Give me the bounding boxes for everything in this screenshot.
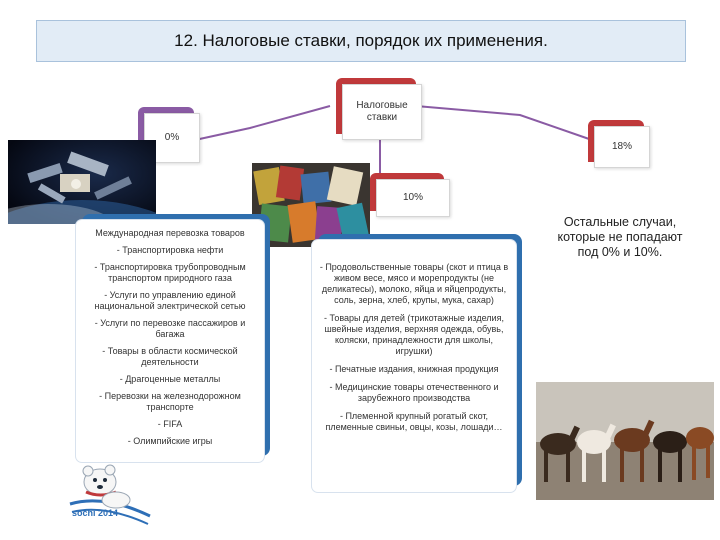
list-item: - Транспортировка трубопроводным транспортом природного газа xyxy=(94,262,246,283)
connector-root-to-eighteen xyxy=(416,106,592,140)
rate-ten-label: 10% xyxy=(376,179,450,217)
rate-zero-label: 0% xyxy=(144,113,200,163)
list-item: - Услуги по управлению единой национальной электрической сетью xyxy=(94,290,246,311)
zero-rate-list xyxy=(82,228,258,447)
horses-image xyxy=(536,382,714,500)
sochi-mascot-logo xyxy=(64,460,156,530)
tax-rates-root-box xyxy=(336,78,422,140)
ten-rate-panel-card xyxy=(312,240,516,492)
list-item: - Олимпийские игры xyxy=(127,436,213,446)
list-item: - Товары для детей (трикотажные изделия, швейные изделия, верхняя одежда, обувь, коляски, принадлежности для школы, игрушки) xyxy=(324,313,504,356)
list-item: - Племенной крупный рогатый скот, племенные свиньи, овцы, козы, лошади… xyxy=(325,411,503,432)
sochi-logo-text: sochi 2014 xyxy=(72,508,119,518)
zero-rate-list-panel xyxy=(76,214,270,462)
zero-rate-panel-card xyxy=(76,220,264,462)
list-item: Международная перевозка товаров xyxy=(95,228,245,238)
list-item: - Транспортировка нефти xyxy=(116,245,224,255)
list-item: - Перевозки на железнодорожном транспорте xyxy=(99,391,241,412)
rate-eighteen-box xyxy=(588,120,650,168)
space-station-image xyxy=(8,140,156,224)
ten-rate-list-panel xyxy=(312,234,522,492)
rate-eighteen-label: 18% xyxy=(594,126,650,168)
eighteen-rate-note: Остальные случаи, которые не попадают под 0% и 10%. xyxy=(557,215,683,259)
connector-root-to-zero xyxy=(195,106,330,140)
ten-rate-list xyxy=(318,262,510,433)
list-item: - Услуги по перевозке пассажиров и багажа xyxy=(94,318,246,339)
list-item: - Печатные издания, книжная продукция xyxy=(329,364,499,374)
root-box-label: Налоговые ставки xyxy=(342,84,422,140)
list-item: - Медицинские товары отечественного и зарубежного производства xyxy=(329,382,499,403)
list-item: - FIFA xyxy=(157,419,183,429)
list-item: - Товары в области космической деятельности xyxy=(102,346,238,367)
list-item: - Драгоценные металлы xyxy=(119,374,221,384)
rate-ten-box xyxy=(370,173,450,217)
slide-title-text: 12. Налоговые ставки, порядок их применения. xyxy=(174,31,548,50)
list-item: - Продовольственные товары (скот и птица в живом весе, мясо и морепродукты (не деликатесы), молоко, яйца и яйцепродукты, соль, зерна, хлеб, крупы, мука, сахар) xyxy=(319,262,509,305)
